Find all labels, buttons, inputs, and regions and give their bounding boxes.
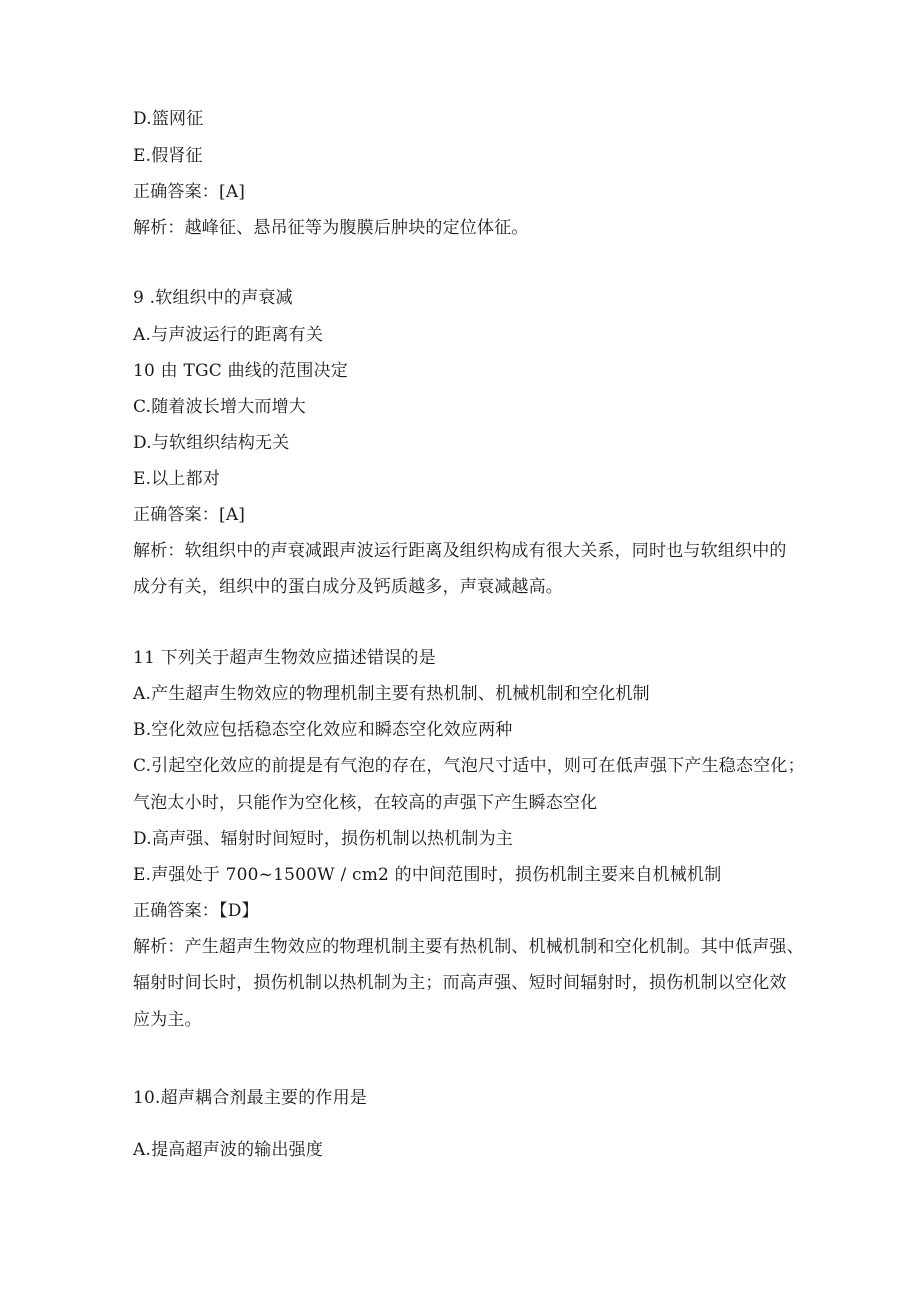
q8-answer: 正确答案：[A] [133, 182, 246, 202]
q8-analysis: 解析：越峰征、悬吊征等为腹膜后肿块的定位体征。 [133, 218, 529, 238]
q9-option-d: D.与软组织结构无关 [133, 433, 290, 453]
q9-analysis-line2: 成分有关，组织中的蛋白成分及钙质越多，声衰减越高。 [133, 577, 563, 597]
q9-option-a: A.与声波运行的距离有关 [133, 325, 324, 345]
q9-option-c: C.随着波长增大而增大 [133, 397, 307, 417]
q11-option-a: A.产生超声生物效应的物理机制主要有热机制、机械机制和空化机制 [133, 684, 650, 704]
q11-option-b: B.空化效应包括稳态空化效应和瞬态空化效应两种 [133, 720, 513, 740]
q11-option-c-line1: C.引起空化效应的前提是有气泡的存在，气泡尺寸适中，则可在低声强下产生稳态空化； [133, 756, 805, 776]
q10-stem: 10.超声耦合剂最主要的作用是 [133, 1088, 368, 1108]
q9-option-b: 10 由 TGC 曲线的范围决定 [133, 361, 348, 381]
q9-option-e: E.以上都对 [133, 469, 221, 489]
q11-option-c-line2: 气泡太小时，只能作为空化核，在较高的声强下产生瞬态空化 [133, 793, 598, 813]
q8-option-e: E.假肾征 [133, 146, 203, 166]
q11-stem: 11 下列关于超声生物效应描述错误的是 [133, 648, 436, 668]
q11-analysis-line1: 解析：产生超声生物效应的物理机制主要有热机制、机械机制和空化机制。其中低声强、 [133, 937, 804, 957]
q8-option-d: D.篮网征 [133, 109, 204, 129]
q11-option-d: D.高声强、辐射时间短时，损伤机制以热机制为主 [133, 829, 514, 849]
q11-analysis-line3: 应为主。 [133, 1010, 202, 1030]
q11-option-e: E.声强处于 700~1500W / cm2 的中间范围时，损伤机制主要来自机械机制 [133, 865, 722, 885]
q11-analysis-line2: 辐射时间长时，损伤机制以热机制为主；而高声强、短时间辐射时，损伤机制以空化效 [133, 973, 787, 993]
q9-analysis-line1: 解析：软组织中的声衰减跟声波运行距离及组织构成有很大关系，同时也与软组织中的 [133, 541, 787, 561]
q11-answer: 正确答案：【D】 [133, 901, 259, 921]
q9-answer: 正确答案：[A] [133, 505, 246, 525]
q10-option-a: A.提高超声波的输出强度 [133, 1140, 324, 1160]
q9-stem: 9 .软组织中的声衰减 [133, 288, 293, 308]
